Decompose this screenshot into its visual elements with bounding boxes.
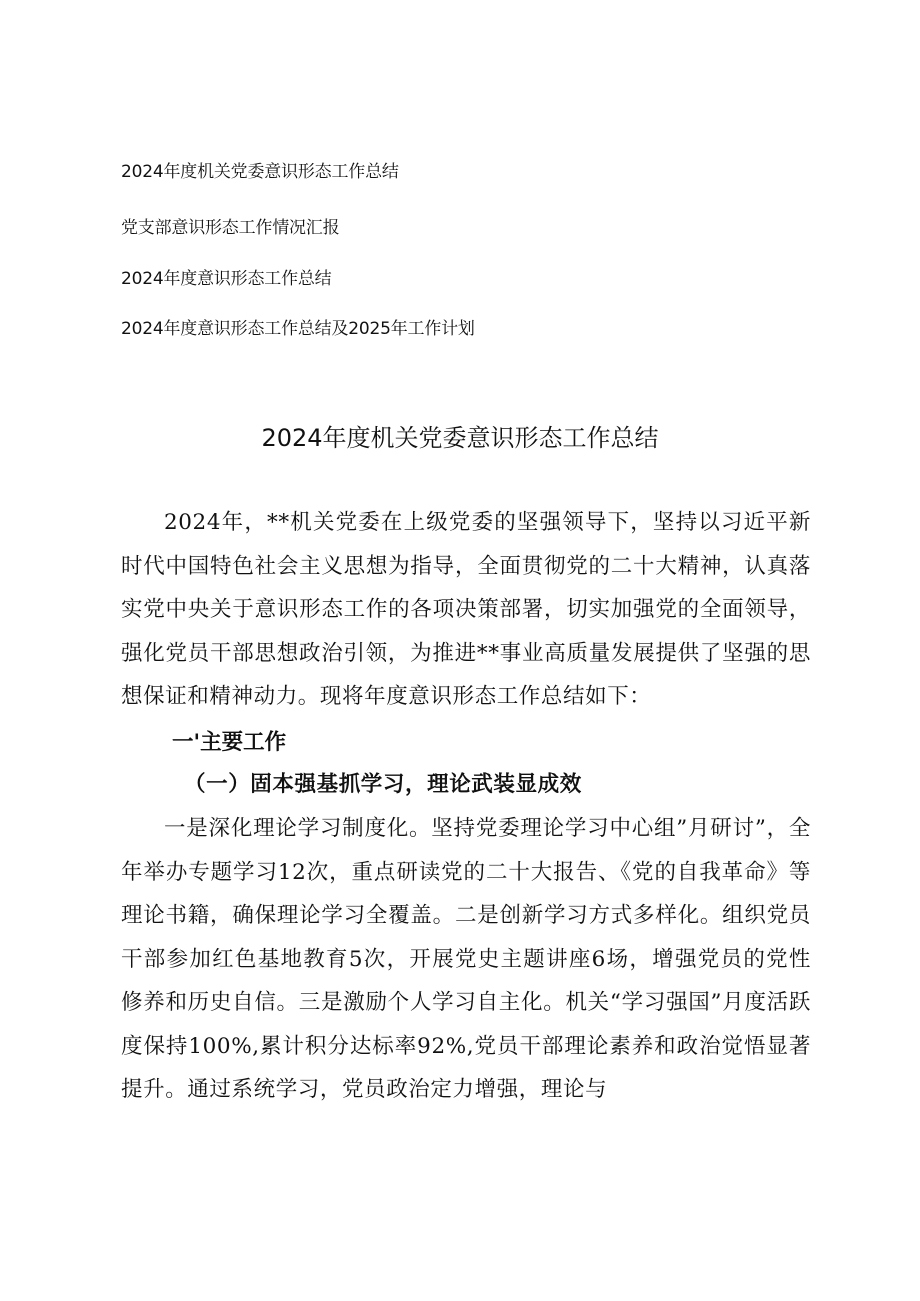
intro-paragraph: 2024年，**机关党委在上级党委的坚强领导下，坚持以习近平新时代中国特色社会主义思想为指导，全面贯彻党的二十大精神，认真落实党中央关于意识形态工作的各项决策部署，切实加强党的全面领导，强化党员干部思想政治引领，为推进**事业高质量发展提供了坚强的思想保证和精神动力。现将年度意识形态工作总结如下： — [121, 510, 811, 709]
toc-item-1: 2024年度机关党委意识形态工作总结 — [121, 162, 399, 182]
section-heading: 一'主要工作 — [172, 730, 287, 755]
toc-item-3: 2024年度意识形态工作总结 — [121, 269, 332, 289]
toc-item-2: 党支部意识形态工作情况汇报 — [121, 218, 340, 238]
subsection-heading: （一）固本强基抓学习，理论武装显成效 — [184, 772, 582, 797]
document-title: 2024年度机关党委意识形态工作总结 — [261, 424, 659, 452]
body-paragraph: 一是深化理论学习制度化。坚持党委理论学习中心组”月研讨”，全年举办专题学习12次，重点研读党的二十大报告、《党的自我革命》等理论书籍，确保理论学习全覆盖。二是创新学习方式多样化。组织党员干部参加红色基地教育5次，开展党史主题讲座6场，增强党员的党性修养和历史自信。三是激励个人学习自主化。机关“学习强国”月度活跃度保持100%,累计积分达标率92%,党员干部理论素养和政治觉悟显著提升。通过系统学习，党员政治定力增强，理论与 — [121, 816, 811, 1102]
toc-item-4: 2024年度意识形态工作总结及2025年工作计划 — [121, 319, 475, 339]
